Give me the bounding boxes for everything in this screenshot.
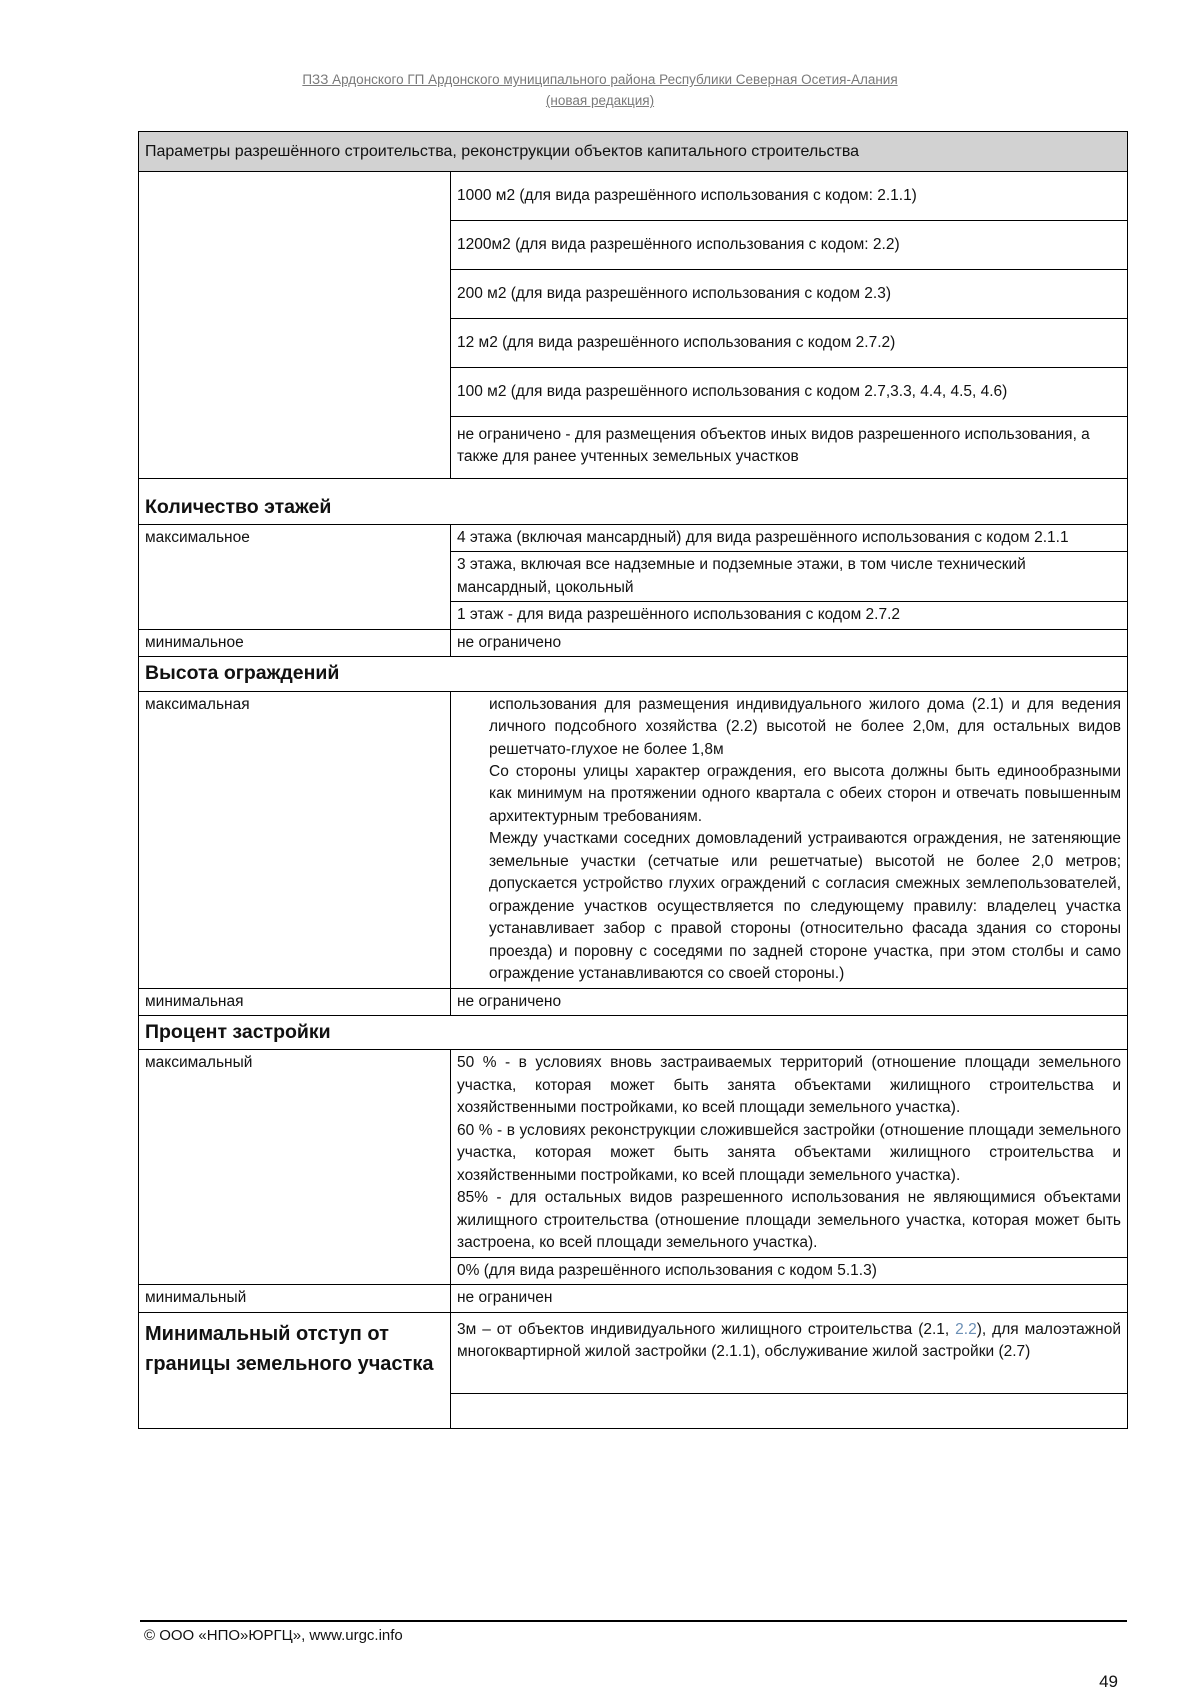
coverage-max-label: максимальный [139,1050,451,1285]
coverage-min-label: минимальный [139,1285,451,1312]
coverage-max-row [139,1050,1128,1257]
coverage-paragraph: 85% - для остальных видов разрешенного использования не являющимися объектами жилищного строительства (отношение площади земельного участка, которая может быть застроена, ко всей площади земельного участка). [457,1189,1122,1252]
section-title-coverage: Процент застройки [139,1016,1128,1050]
fence-min-row [139,988,1128,1015]
coverage-paragraph: 50 % - в условиях вновь застраиваемых территорий (отношение площади земельного участка, которая может быть занята объектами жилищного строительства и хозяйственными постройками, ко всей площади земельного участка). [457,1054,1122,1117]
empty-label-cell [139,172,451,479]
floors-max-value: 4 этажа (включая мансардный) для вида разрешённого использования с кодом 2.1.1 [451,525,1128,552]
coverage-paragraph: 60 % - в условиях реконструкции сложившейся застройки (отношение площади земельного участка, которая может быть занята объектами жилищного строительства и хозяйственными постройками, ко всей площади земельного участка). [457,1121,1122,1184]
area-row [139,172,1128,221]
coverage-min-row [139,1285,1128,1312]
floors-max-row [139,525,1128,552]
running-header-subtitle: (новая редакция) [545,93,655,108]
coverage-extra-value: 0% (для вида разрешённого использования с кодом 5.1.3) [451,1257,1128,1284]
floors-min-row [139,629,1128,656]
setback-value [451,1312,1128,1393]
running-header-title: ПЗЗ Ардонского ГП Ардонского муниципального района Республики Северная Осетия-Алания [302,72,898,87]
section-title-fence: Высота ограждений [139,657,1128,691]
table-header-cell: Параметры разрешённого строительства, реконструкции объектов капитального строительства [139,132,1128,172]
footer-copyright: © ООО «НПО»ЮРГЦ», www.urgc.info [144,1627,403,1644]
setback-code-highlight: 2.2 [955,1320,977,1338]
fence-section-row [139,657,1128,691]
empty-value-cell [451,1393,1128,1428]
floors-section-row [139,479,1128,525]
floors-max-value: 3 этажа, включая все надземные и подземные этажи, в том числе технический мансардный, цокольный [451,552,1128,602]
floors-max-value: 1 этаж - для вида разрешённого использования с кодом 2.7.2 [451,602,1128,629]
section-title-floors: Количество этажей [139,479,1128,525]
area-value: 12 м2 (для вида разрешённого использования с кодом 2.7.2) [451,319,1128,368]
fence-paragraph: Со стороны улицы характер ограждения, его высота должны быть единообразными как минимум на протяжении одного квартала с обеих сторон и отвечать повышенным архитектурным требованиям. [489,763,1122,825]
table-header-row [139,132,1128,172]
coverage-max-value [451,1050,1128,1257]
fence-min-value: не ограничено [451,988,1128,1015]
area-value: 100 м2 (для вида разрешённого использования с кодом 2.7,3.3, 4.4, 4.5, 4.6) [451,368,1128,417]
section-title-setback: Минимальный отступ от границы земельного участка [139,1312,451,1428]
parameters-table [138,131,1128,1429]
coverage-section-row [139,1016,1128,1050]
floors-max-label: максимальное [139,525,451,630]
area-value: 200 м2 (для вида разрешённого использования с кодом 2.3) [451,270,1128,319]
fence-paragraph: Между участками соседних домовладений устраиваются ограждения, не затеняющие земельные участки (сетчатые или решетчатые) высотой не более 2,0 метров; допускается устройство глухих ограждений с согласия смежных землепользователей, ограждение участков осуществляется по следующему правилу: владелец участка устанавливает забор с правой стороны (относительно фасада здания со стороны проезда) и поровну с соседями по задней стороне участка, при этом столбы и само ограждение устанавливаются со своей стороны.) [489,830,1122,983]
floors-min-value: не ограничено [451,629,1128,656]
fence-min-label: минимальная [139,988,451,1015]
fence-max-row [139,691,1128,988]
fence-max-label: максимальная [139,691,451,988]
area-value: не ограничено - для размещения объектов иных видов разрешенного использования, а также для ранее учтенных земельных участков [451,417,1128,479]
floors-min-label: минимальное [139,629,451,656]
setback-text: 3м – от объектов индивидуального жилищного строительства (2.1, [457,1320,956,1338]
footer-rule [140,1620,1127,1622]
area-value: 1000 м2 (для вида разрешённого использования с кодом: 2.1.1) [451,172,1128,221]
fence-max-value [451,691,1128,988]
setback-text: ), для малоэтажной многоквартирной жилой застройки (2.1.1), обслуживание жилой застройки (2.7) [457,1320,1122,1361]
setback-row [139,1312,1128,1393]
area-value: 1200м2 (для вида разрешённого использования с кодом: 2.2) [451,221,1128,270]
coverage-min-value: не ограничен [451,1285,1128,1312]
fence-paragraph: использования для размещения индивидуального жилого дома (2.1) и для ведения личного подсобного хозяйства (2.2) высотой не более 2,0м, для остальных видов решетчато-глухое не более 1,8м [489,695,1122,758]
page-number: 49 [1099,1672,1118,1691]
